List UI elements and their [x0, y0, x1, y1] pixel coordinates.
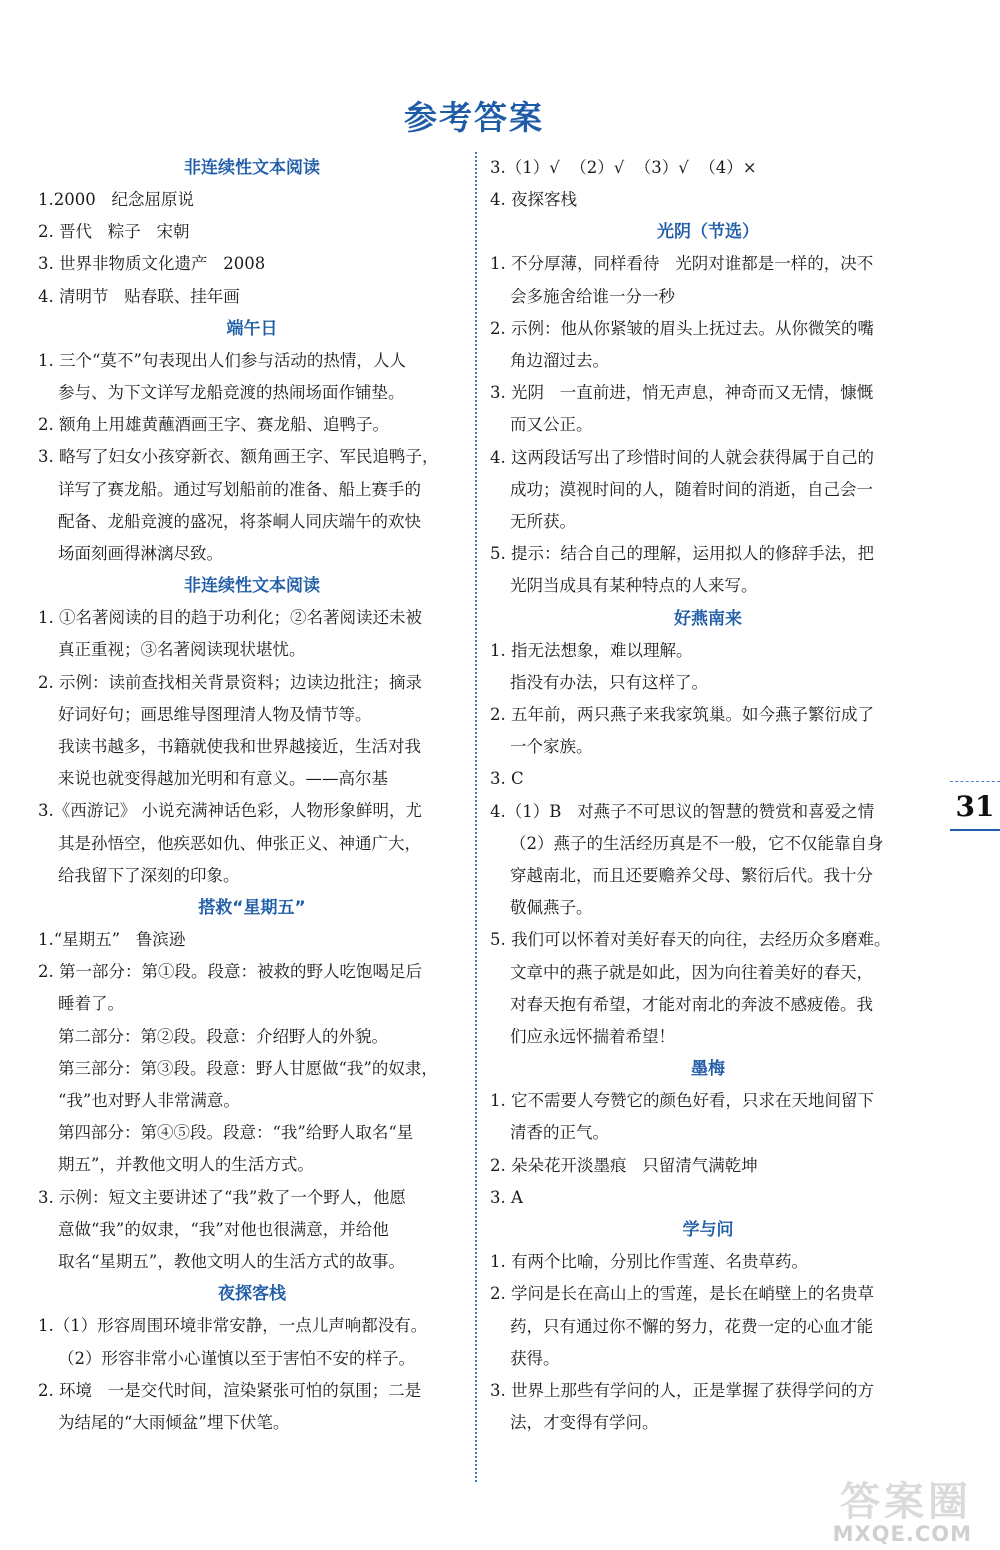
answer-line: 4.（1）B 对燕子不可思议的智慧的赞赏和喜爱之情	[490, 801, 875, 821]
answer-line: 场面刻画得淋漓尽致。	[58, 544, 223, 564]
answer-line: 1.2000 纪念屈原说	[38, 190, 194, 209]
answer-line: 参与、为下文详写龙船竞渡的热闹场面作铺垫。	[58, 383, 405, 403]
column-divider	[475, 152, 477, 1482]
section-heading: 墨梅	[691, 1059, 725, 1080]
answer-line: 3. 世界上那些有学问的人，正是掌握了获得学问的方	[490, 1380, 874, 1400]
answer-line: 1. ①名著阅读的目的趋于功利化；②名著阅读还未被	[38, 608, 422, 628]
answer-line: 2. 朵朵花开淡墨痕 只留清气满乾坤	[490, 1155, 758, 1175]
answer-line: 1. 不分厚薄，同样看待 光阴对谁都是一样的，决不	[490, 254, 874, 274]
section-heading: 好燕南来	[674, 608, 742, 629]
section-heading: 夜探客栈	[218, 1284, 286, 1305]
section-heading: 搭救“星期五”	[198, 898, 306, 919]
answer-line: 配备、龙船竞渡的盛况，将茶峒人同庆端午的欢快	[58, 511, 421, 531]
answer-line: 我读书越多，书籍就使我和世界越接近，生活对我	[58, 737, 421, 757]
answer-line: 3. 略写了妇女小孩穿新衣、额角画王字、军民追鸭子，	[38, 447, 439, 467]
answer-line: 2. 五年前，两只燕子来我家筑巢。如今燕子繁衍成了	[490, 705, 874, 725]
answer-line: 3.（1）√ （2）√ （3）√ （4）×	[490, 158, 757, 177]
answer-line: （2）形容非常小心谨慎以至于害怕不安的样子。	[58, 1348, 415, 1368]
answer-line: 2. 示例：读前查找相关背景资料；边读边批注；摘录	[38, 672, 422, 692]
answer-line: 1.（1）形容周围环境非常安静，一点儿声响都没有。	[38, 1316, 428, 1336]
section-heading: 非连续性文本阅读	[184, 158, 320, 178]
answer-line: 3. 世界非物质文化遗产 2008	[38, 254, 266, 274]
answer-line: 成功；漠视时间的人，随着时间的消逝，自己会一	[510, 479, 873, 499]
answer-line: 详写了赛龙船。通过写划船前的准备、船上赛手的	[58, 479, 421, 499]
answer-line: 4. 这两段话写出了珍惜时间的人就会获得属于自己的	[490, 447, 874, 467]
answer-line: 2. 额角上用雄黄蘸酒画王字、赛龙船、追鸭子。	[38, 415, 389, 435]
answer-line: 意做“我”的奴隶，“我”对他也很满意，并给他	[58, 1219, 389, 1239]
answer-line: 第二部分：第②段。段意：介绍野人的外貌。	[58, 1026, 388, 1046]
answer-line: 好词好句；画思维导图理清人物及情节等。	[58, 704, 372, 724]
answer-line: 1.“星期五” 鲁滨逊	[38, 930, 186, 950]
answer-line: 其是孙悟空，他疾恶如仇、伸张正义、神通广大，	[58, 833, 421, 853]
answer-line: “我”也对野人非常满意。	[58, 1091, 240, 1111]
answer-line: 来说也就变得越加光明和有意义。——高尔基	[58, 769, 388, 789]
answer-line: 3. A	[490, 1187, 523, 1207]
watermark-text: 答案圈	[840, 1479, 972, 1525]
answer-line: 一个家族。	[510, 737, 593, 757]
answer-line: 角边溜过去。	[510, 351, 609, 371]
answer-line: 4. 夜探客栈	[490, 190, 577, 210]
answer-line: 敬佩燕子。	[510, 898, 593, 918]
answer-line: 2. 晋代 粽子 宋朝	[38, 222, 190, 242]
answer-line: 3. C	[490, 769, 524, 789]
answer-line: 2. 第一部分：第①段。段意：被救的野人吃饱喝足后	[38, 962, 422, 982]
answer-line: 穿越南北，而且还要赡养父母、繁衍后代。我十分	[510, 866, 873, 886]
watermark-logo	[760, 1470, 980, 1548]
answer-line: 法，才变得有学问。	[510, 1413, 659, 1433]
answer-line: 第四部分：第④⑤段。段意：“我”给野人取名“星	[58, 1123, 414, 1143]
answer-line: 对春天抱有希望，才能对南北的奔波不感疲倦。我	[510, 994, 873, 1014]
answer-line: 3.《西游记》 小说充满神话色彩，人物形象鲜明，尤	[38, 801, 422, 821]
answer-line: 取名“星期五”，教他文明人的生活方式的故事。	[58, 1252, 405, 1272]
answer-line: 清香的正气。	[510, 1123, 609, 1143]
answer-line: 期五”，并教他文明人的生活方式。	[58, 1155, 314, 1175]
answer-line: 无所获。	[510, 512, 576, 532]
left-column	[38, 152, 466, 1439]
answer-line: 第三部分：第③段。段意：野人甘愿做“我”的奴隶，	[58, 1058, 438, 1078]
answer-line: 给我留下了深刻的印象。	[58, 865, 240, 885]
answer-line: 会多施舍给谁一分一秒	[510, 286, 675, 306]
page-number: 31	[955, 790, 995, 823]
answer-line: 1. 三个“莫不”句表现出人们参与活动的热情，人人	[38, 350, 406, 370]
answer-line: 指没有办法，只有这样了。	[510, 672, 708, 692]
answer-line: 们应永远怀揣着希望！	[510, 1027, 675, 1047]
right-column	[490, 152, 926, 1439]
answer-line: 文章中的燕子就是如此，因为向往着美好的春天，	[510, 962, 873, 982]
answer-line: 光阴当成具有某种特点的人来写。	[510, 576, 758, 596]
section-heading: 非连续性文本阅读	[184, 576, 320, 597]
answer-line: 为结尾的“大雨倾盆”埋下伏笔。	[58, 1412, 290, 1432]
answer-line: 1. 它不需要人夸赞它的颜色好看，只求在天地间留下	[490, 1091, 874, 1111]
answer-line: 2. 示例：他从你紧皱的眉头上抚过去。从你微笑的嘴	[490, 318, 874, 338]
answer-line: 真正重视；③名著阅读现状堪忧。	[58, 640, 306, 660]
section-heading: 光阴（节选）	[657, 222, 759, 243]
answer-line: 1. 指无法想象，难以理解。	[490, 640, 693, 660]
answer-line: 2. 学问是长在高山上的雪莲，是长在峭壁上的名贵草	[490, 1284, 874, 1304]
answer-line: 药，只有通过你不懈的努力，花费一定的心血才能	[510, 1316, 873, 1336]
answer-line: 获得。	[510, 1348, 560, 1368]
page-title: 参考答案	[404, 98, 544, 137]
answer-line: 而又公正。	[510, 415, 593, 435]
answer-line: 3. 光阴 一直前进，悄无声息，神奇而又无情，慷慨	[490, 383, 874, 403]
answer-line: 5. 我们可以怀着对美好春天的向往，去经历众多磨难。	[490, 930, 891, 950]
answer-line: 1. 有两个比喻，分别比作雪莲、名贵草药。	[490, 1252, 808, 1272]
answer-line: 3. 示例：短文主要讲述了“我”救了一个野人，他愿	[38, 1187, 406, 1207]
page-number-rule-top	[950, 781, 1000, 782]
section-heading: 学与问	[682, 1220, 734, 1241]
answer-line: 睡着了。	[58, 994, 124, 1014]
section-heading: 端午日	[226, 318, 278, 339]
answer-line: 2. 环境 一是交代时间，渲染紧张可怕的氛围；二是	[38, 1380, 422, 1400]
answer-line: 5. 提示：结合自己的理解，运用拟人的修辞手法，把	[490, 544, 874, 564]
watermark-url: MXQE.COM	[832, 1522, 972, 1546]
answer-line: 4. 清明节 贴春联、挂年画	[38, 286, 240, 306]
page-number-rule-bottom	[950, 829, 1000, 831]
answer-line: （2）燕子的生活经历真是不一般，它不仅能靠自身	[510, 833, 884, 853]
